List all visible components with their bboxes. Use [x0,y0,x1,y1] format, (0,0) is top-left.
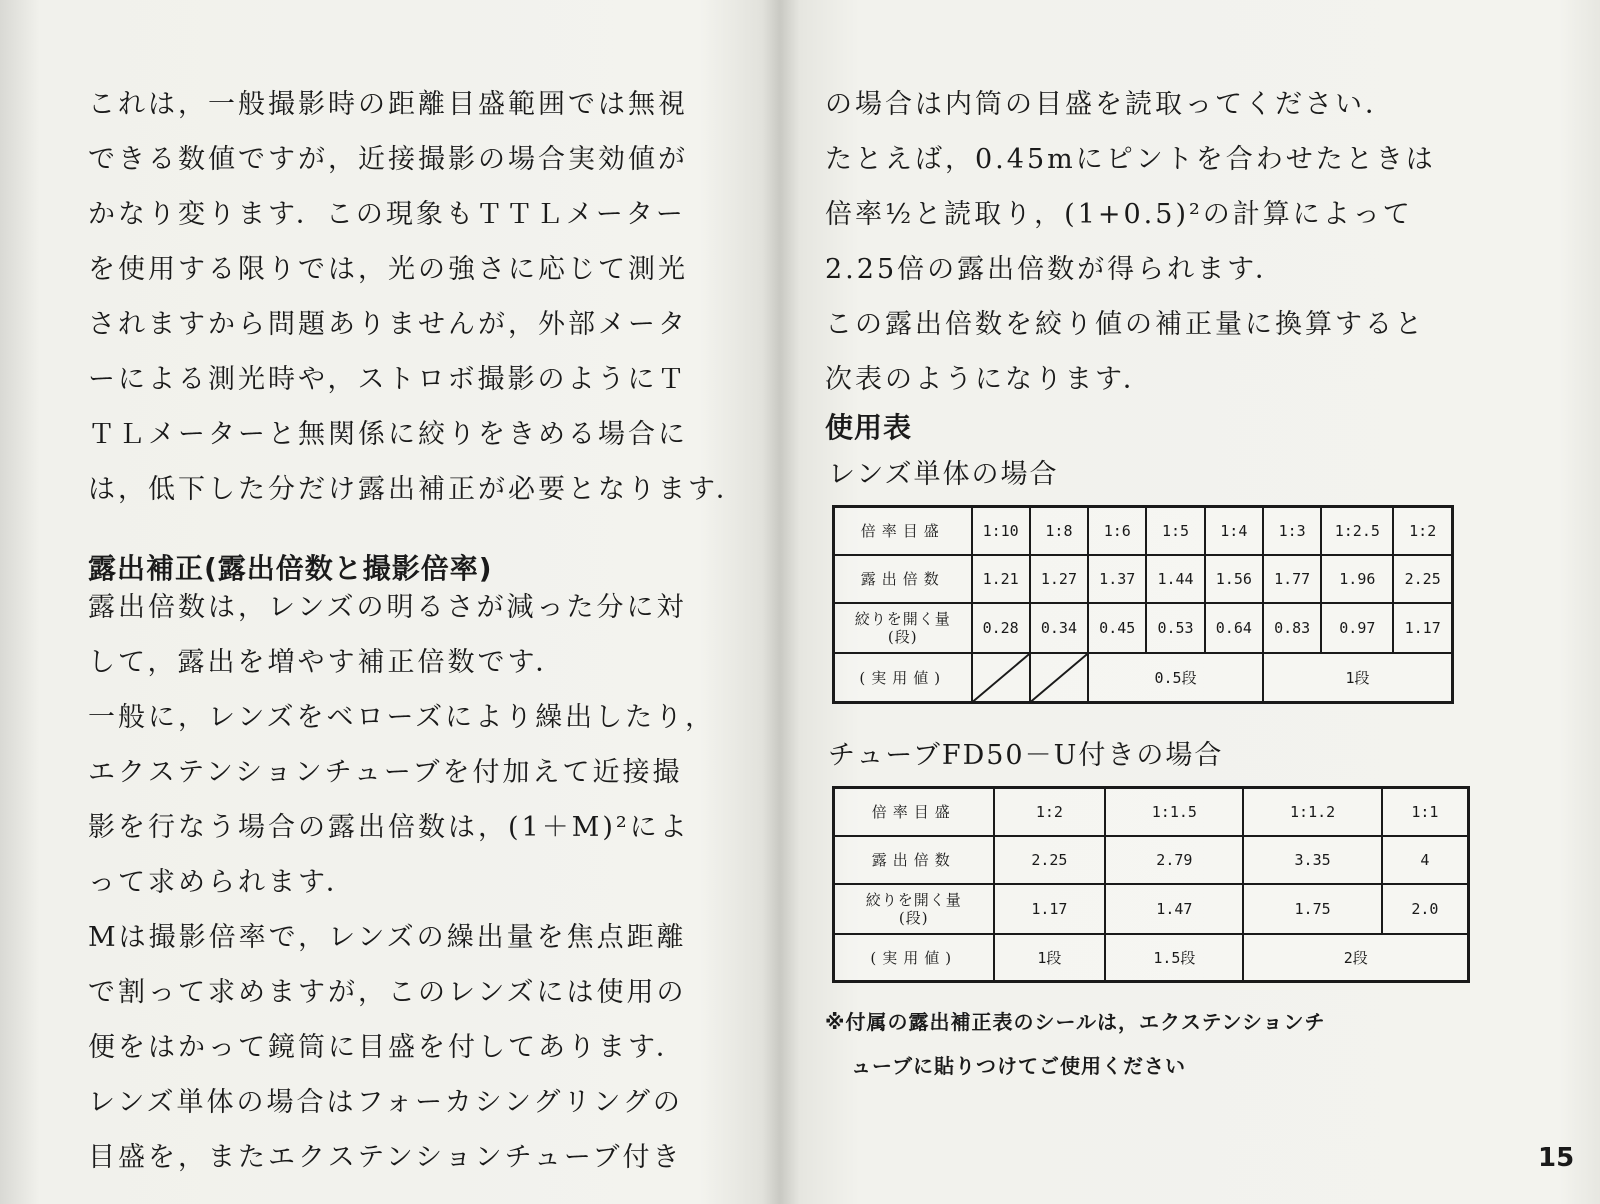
aperture-row [834,603,1453,653]
table-cell: 4 [1382,836,1469,884]
row-label [834,603,972,653]
empty-cell [1030,653,1088,703]
text-line: ＴＬメーターと無関係に絞りをきめる場合に [88,419,688,450]
lens-only-table [832,505,1454,704]
text-line: エクステンションチューブを付加えて近接撮 [88,757,683,788]
practical-row [834,934,1469,982]
row-label-line: (段) [898,908,929,927]
section-heading: 露出補正(露出倍数と撮影倍率) [88,552,493,585]
table-cell: 1:5 [1146,507,1204,555]
text-line: レンズ単体の場合はフォーカシングリングの [88,1087,683,1118]
table-cell: 1.21 [972,555,1030,603]
row-label: (実用値) [834,934,994,982]
table-cell: 0.64 [1205,603,1263,653]
row-label: (実用値) [834,653,972,703]
table-cell: 1.47 [1105,884,1243,934]
table-cell: 1:2.5 [1321,507,1393,555]
table-cell: 3.35 [1243,836,1381,884]
table-cell: 2段 [1243,934,1468,982]
table-cell: 1.5段 [1105,934,1243,982]
row-label: 倍率目盛 [834,788,994,836]
footnote-line: ューブに貼りつけてご使用ください [851,1054,1186,1078]
table-cell: 1段 [994,934,1106,982]
text-line: を使用する限りでは，光の強さに応じて測光 [88,254,688,285]
table-cell: 1:1 [1382,788,1469,836]
ratio-row [834,507,1453,555]
intro-paragraph [88,77,746,517]
table2-caption: チューブFD50－U付きの場合 [828,740,1224,771]
left-page [0,0,780,1204]
row-label: 露出倍数 [834,555,972,603]
table-cell: 0.53 [1146,603,1204,653]
table-cell: 2.25 [994,836,1106,884]
text-line: ーによる測光時や，ストロボ撮影のようにＴ [88,364,688,395]
text-line: されますから問題ありませんが，外部メータ [88,309,688,340]
table-cell: 2.25 [1393,555,1452,603]
table-cell: 1段 [1263,653,1453,703]
text-line: 便をはかって鏡筒に目盛を付してあります． [88,1032,686,1063]
table-cell: 1.17 [1393,603,1452,653]
text-line: 次表のようになります． [825,364,1153,395]
text-line: 倍率½と読取り，(1+0.5)²の計算によって [825,199,1413,230]
table-cell: 1.44 [1146,555,1204,603]
right-page [780,0,1600,1204]
text-line: は，低下した分だけ露出補正が必要となります． [88,474,746,505]
table-cell: 0.83 [1263,603,1321,653]
table-cell: 0.45 [1088,603,1146,653]
text-line: この露出倍数を絞り値の補正量に換算すると [825,309,1425,340]
diagonal-slash [1031,654,1087,702]
ratio-row [834,788,1469,836]
row-label-line: (段) [887,627,918,646]
table-cell: 0.28 [972,603,1030,653]
text-line: これは，一般撮影時の距離目盛範囲では無視 [88,89,688,120]
table-cell: 0.5段 [1088,653,1263,703]
exposure-paragraph [88,580,715,1185]
table-cell: 1:3 [1263,507,1321,555]
text-line: Mは撮影倍率で，レンズの繰出量を焦点距離 [88,922,687,953]
table-cell: 1:2 [994,788,1106,836]
table-cell: 1.27 [1030,555,1088,603]
text-line: たとえば，0.45mにピントを合わせたときは [825,144,1436,175]
table-cell: 1:6 [1088,507,1146,555]
exposure-row [834,836,1469,884]
table-heading: 使用表 [825,411,913,444]
table-cell: 2.79 [1105,836,1243,884]
text-line: して，露出を増やす補正倍数です． [88,647,566,678]
exposure-row [834,555,1453,603]
text-line: 一般に，レンズをベローズにより繰出したり， [88,702,716,733]
table-cell: 1.17 [994,884,1106,934]
text-line: かなり変ります．この現象もＴＴＬメーター [88,199,686,230]
row-label: 倍率目盛 [834,507,972,555]
table-cell: 1.56 [1205,555,1263,603]
table-cell: 1:1.5 [1105,788,1243,836]
aperture-row [834,884,1469,934]
text-line: の場合は内筒の目盛を読取ってください． [825,89,1395,120]
text-line: できる数値ですが，近接撮影の場合実効値が [88,144,688,175]
page-number: 15 [1538,1143,1575,1173]
table-cell: 1:8 [1030,507,1088,555]
table-cell: 1.96 [1321,555,1393,603]
reading-paragraph [825,77,1436,407]
text-line: 2.25倍の露出倍数が得られます． [825,254,1285,285]
row-label-line: 絞りを開く量 [865,890,962,909]
table1-caption: レンズ単体の場合 [828,459,1059,490]
table-cell: 0.97 [1321,603,1393,653]
table-cell: 2.0 [1382,884,1469,934]
text-line: 影を行なう場合の露出倍数は，(1＋M)²によ [88,812,690,843]
empty-cell [972,653,1030,703]
table-cell: 1:10 [972,507,1030,555]
row-label-line: 絞りを開く量 [854,609,951,628]
tube-table [832,786,1470,983]
row-label [834,884,994,934]
table-cell: 1:1.2 [1243,788,1381,836]
footnote-line: ※付属の露出補正表のシールは，エクステンションチ [825,1010,1326,1034]
text-line: 露出倍数は，レンズの明るさが減った分に対 [88,592,687,623]
text-line: で割って求めますが，このレンズには使用の [88,977,687,1008]
practical-row [834,653,1453,703]
table-cell: 1:4 [1205,507,1263,555]
table-cell: 1.77 [1263,555,1321,603]
row-label: 露出倍数 [834,836,994,884]
text-line: 目盛を，またエクステンションチューブ付き [88,1142,683,1173]
table-cell: 1.75 [1243,884,1381,934]
table-cell: 0.34 [1030,603,1088,653]
table-cell: 1.37 [1088,555,1146,603]
footnote [825,1000,1326,1088]
text-line: って求められます． [88,867,356,898]
diagonal-slash [973,654,1029,702]
table-cell: 1:2 [1393,507,1452,555]
